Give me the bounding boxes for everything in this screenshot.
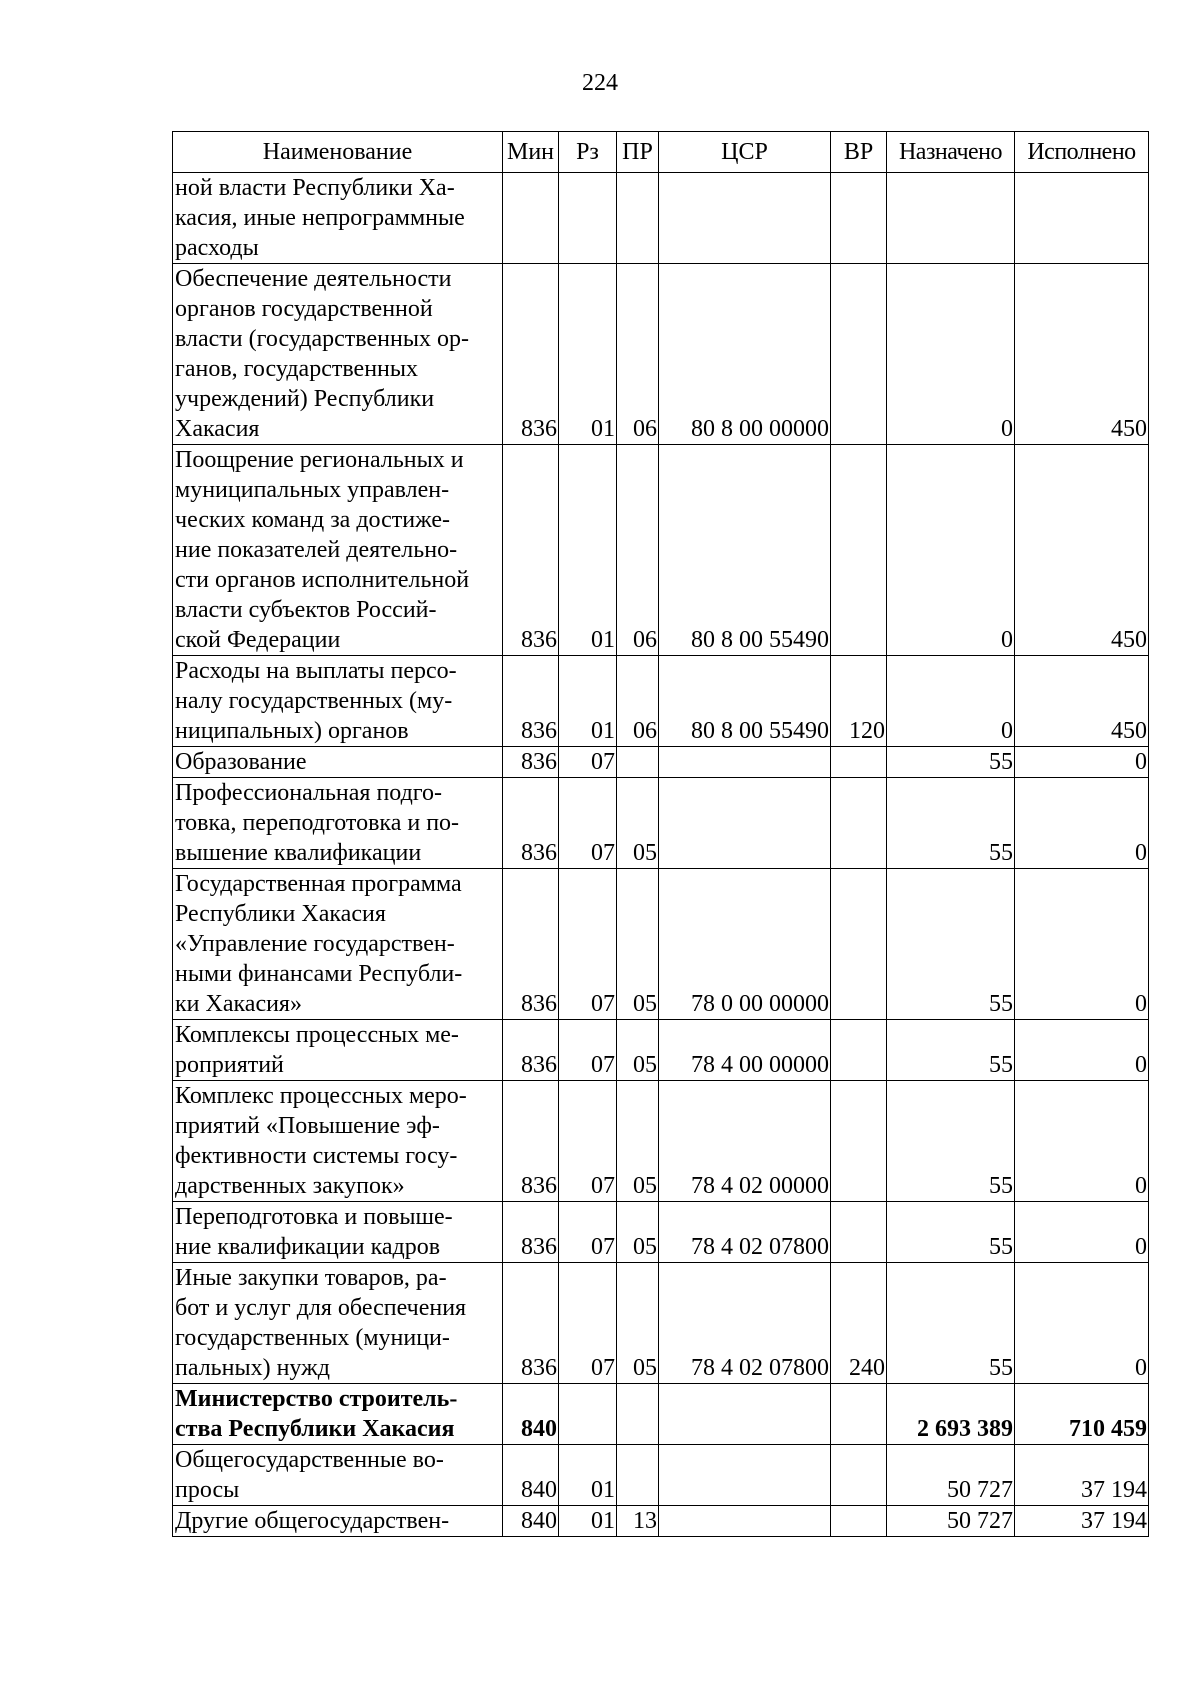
cell-pr: 05 xyxy=(617,1202,659,1263)
table-row xyxy=(173,869,1149,1020)
cell-min: 836 xyxy=(503,747,559,778)
cell-ispolneno: 450 xyxy=(1015,445,1149,656)
cell-name: Общегосударственные во- просы xyxy=(173,1445,503,1506)
cell-pr: 05 xyxy=(617,778,659,869)
cell-min xyxy=(503,173,559,264)
cell-csr: 78 4 00 00000 xyxy=(659,1020,831,1081)
cell-naznacheno: 2 693 389 xyxy=(887,1384,1015,1445)
cell-naznacheno: 0 xyxy=(887,656,1015,747)
cell-naznacheno: 50 727 xyxy=(887,1506,1015,1537)
cell-vr xyxy=(831,173,887,264)
cell-naznacheno xyxy=(887,173,1015,264)
cell-naznacheno: 55 xyxy=(887,1081,1015,1202)
cell-csr xyxy=(659,173,831,264)
table-header-row xyxy=(173,132,1149,173)
cell-name: Переподготовка и повыше- ние квалификации кадров xyxy=(173,1202,503,1263)
cell-ispolneno: 0 xyxy=(1015,1263,1149,1384)
cell-min: 836 xyxy=(503,778,559,869)
cell-ispolneno: 37 194 xyxy=(1015,1445,1149,1506)
cell-vr xyxy=(831,1081,887,1202)
header-pr: ПР xyxy=(617,132,659,173)
cell-vr: 240 xyxy=(831,1263,887,1384)
cell-rz: 07 xyxy=(559,1081,617,1202)
table-row xyxy=(173,1020,1149,1081)
table-row xyxy=(173,1445,1149,1506)
cell-vr xyxy=(831,445,887,656)
cell-pr: 05 xyxy=(617,869,659,1020)
cell-ispolneno: 450 xyxy=(1015,264,1149,445)
cell-rz: 01 xyxy=(559,1445,617,1506)
cell-ispolneno: 0 xyxy=(1015,1081,1149,1202)
cell-vr: 120 xyxy=(831,656,887,747)
cell-name: Образование xyxy=(173,747,503,778)
cell-rz: 07 xyxy=(559,747,617,778)
cell-rz: 01 xyxy=(559,656,617,747)
cell-naznacheno: 55 xyxy=(887,1202,1015,1263)
header-ispolneno: Исполнено xyxy=(1015,132,1149,173)
cell-name: Расходы на выплаты персо- налу государственных (му- ниципальных) органов xyxy=(173,656,503,747)
cell-rz: 07 xyxy=(559,778,617,869)
table-row xyxy=(173,173,1149,264)
table-row xyxy=(173,1081,1149,1202)
table-row xyxy=(173,778,1149,869)
header-name: Наименование xyxy=(173,132,503,173)
cell-vr xyxy=(831,778,887,869)
cell-pr xyxy=(617,1445,659,1506)
cell-pr: 13 xyxy=(617,1506,659,1537)
cell-name: Министерство строитель- ства Республики Хакасия xyxy=(173,1384,503,1445)
table-body xyxy=(173,173,1149,1537)
cell-ispolneno: 0 xyxy=(1015,869,1149,1020)
cell-min: 840 xyxy=(503,1506,559,1537)
cell-min: 836 xyxy=(503,1202,559,1263)
cell-rz xyxy=(559,173,617,264)
cell-rz: 01 xyxy=(559,264,617,445)
cell-vr xyxy=(831,869,887,1020)
cell-name: Профессиональная подго- товка, переподготовка и по- вышение квалификации xyxy=(173,778,503,869)
cell-naznacheno: 50 727 xyxy=(887,1445,1015,1506)
cell-ispolneno: 0 xyxy=(1015,747,1149,778)
cell-vr xyxy=(831,1445,887,1506)
cell-pr: 06 xyxy=(617,264,659,445)
cell-ispolneno xyxy=(1015,173,1149,264)
cell-pr: 05 xyxy=(617,1020,659,1081)
cell-pr: 06 xyxy=(617,656,659,747)
table-row xyxy=(173,445,1149,656)
cell-csr xyxy=(659,1506,831,1537)
cell-name: Обеспечение деятельности органов государственной власти (государственных ор- ганов, государственных учреждений) Республики Хакасия xyxy=(173,264,503,445)
cell-csr xyxy=(659,1445,831,1506)
cell-vr xyxy=(831,1202,887,1263)
budget-table xyxy=(172,131,1149,1537)
header-naznacheno: Назначено xyxy=(887,132,1015,173)
cell-ispolneno: 450 xyxy=(1015,656,1149,747)
cell-csr: 78 4 02 07800 xyxy=(659,1263,831,1384)
table-row xyxy=(173,264,1149,445)
cell-naznacheno: 0 xyxy=(887,445,1015,656)
header-rz: Рз xyxy=(559,132,617,173)
cell-naznacheno: 55 xyxy=(887,747,1015,778)
table-row xyxy=(173,747,1149,778)
cell-pr: 05 xyxy=(617,1081,659,1202)
cell-rz: 07 xyxy=(559,1263,617,1384)
page-number: 224 xyxy=(582,70,618,96)
header-vr: ВР xyxy=(831,132,887,173)
cell-vr xyxy=(831,1506,887,1537)
cell-naznacheno: 0 xyxy=(887,264,1015,445)
cell-pr xyxy=(617,747,659,778)
cell-vr xyxy=(831,747,887,778)
cell-name: ной власти Республики Ха- касия, иные непрограммные расходы xyxy=(173,173,503,264)
header-csr: ЦСР xyxy=(659,132,831,173)
cell-rz xyxy=(559,1384,617,1445)
cell-min: 836 xyxy=(503,264,559,445)
cell-csr xyxy=(659,778,831,869)
cell-csr: 80 8 00 00000 xyxy=(659,264,831,445)
cell-vr xyxy=(831,1384,887,1445)
cell-ispolneno: 37 194 xyxy=(1015,1506,1149,1537)
cell-csr: 78 4 02 07800 xyxy=(659,1202,831,1263)
header-min: Мин xyxy=(503,132,559,173)
cell-min: 840 xyxy=(503,1445,559,1506)
table-row xyxy=(173,1384,1149,1445)
cell-vr xyxy=(831,1020,887,1081)
cell-name: Комплексы процессных ме- роприятий xyxy=(173,1020,503,1081)
cell-rz: 01 xyxy=(559,445,617,656)
cell-min: 836 xyxy=(503,1263,559,1384)
cell-naznacheno: 55 xyxy=(887,778,1015,869)
cell-rz: 07 xyxy=(559,1020,617,1081)
table-row xyxy=(173,1506,1149,1537)
cell-csr: 78 4 02 00000 xyxy=(659,1081,831,1202)
cell-name: Комплекс процессных меро- приятий «Повышение эф- фективности системы госу- дарственных закупок» xyxy=(173,1081,503,1202)
cell-min: 836 xyxy=(503,656,559,747)
cell-naznacheno: 55 xyxy=(887,1263,1015,1384)
cell-rz: 07 xyxy=(559,869,617,1020)
cell-naznacheno: 55 xyxy=(887,1020,1015,1081)
cell-csr xyxy=(659,747,831,778)
cell-rz: 01 xyxy=(559,1506,617,1537)
cell-name: Иные закупки товаров, ра- бот и услуг для обеспечения государственных (муници- пальных) нужд xyxy=(173,1263,503,1384)
cell-naznacheno: 55 xyxy=(887,869,1015,1020)
cell-ispolneno: 710 459 xyxy=(1015,1384,1149,1445)
cell-pr: 05 xyxy=(617,1263,659,1384)
table-row xyxy=(173,1263,1149,1384)
cell-min: 836 xyxy=(503,869,559,1020)
cell-min: 836 xyxy=(503,1020,559,1081)
cell-min: 836 xyxy=(503,445,559,656)
cell-csr: 80 8 00 55490 xyxy=(659,445,831,656)
cell-ispolneno: 0 xyxy=(1015,1020,1149,1081)
cell-min: 840 xyxy=(503,1384,559,1445)
cell-csr: 78 0 00 00000 xyxy=(659,869,831,1020)
cell-csr: 80 8 00 55490 xyxy=(659,656,831,747)
cell-min: 836 xyxy=(503,1081,559,1202)
cell-pr xyxy=(617,173,659,264)
cell-ispolneno: 0 xyxy=(1015,1202,1149,1263)
cell-csr xyxy=(659,1384,831,1445)
cell-vr xyxy=(831,264,887,445)
cell-name: Другие общегосударствен- xyxy=(173,1506,503,1537)
cell-ispolneno: 0 xyxy=(1015,778,1149,869)
table-row xyxy=(173,656,1149,747)
cell-pr: 06 xyxy=(617,445,659,656)
cell-pr xyxy=(617,1384,659,1445)
cell-name: Государственная программа Республики Хакасия «Управление государствен- ными финансами Республи- ки Хакасия» xyxy=(173,869,503,1020)
cell-rz: 07 xyxy=(559,1202,617,1263)
table-row xyxy=(173,1202,1149,1263)
cell-name: Поощрение региональных и муниципальных управлен- ческих команд за достиже- ние показателей деятельно- сти органов исполнительной власти субъектов Россий- ской Федерации xyxy=(173,445,503,656)
